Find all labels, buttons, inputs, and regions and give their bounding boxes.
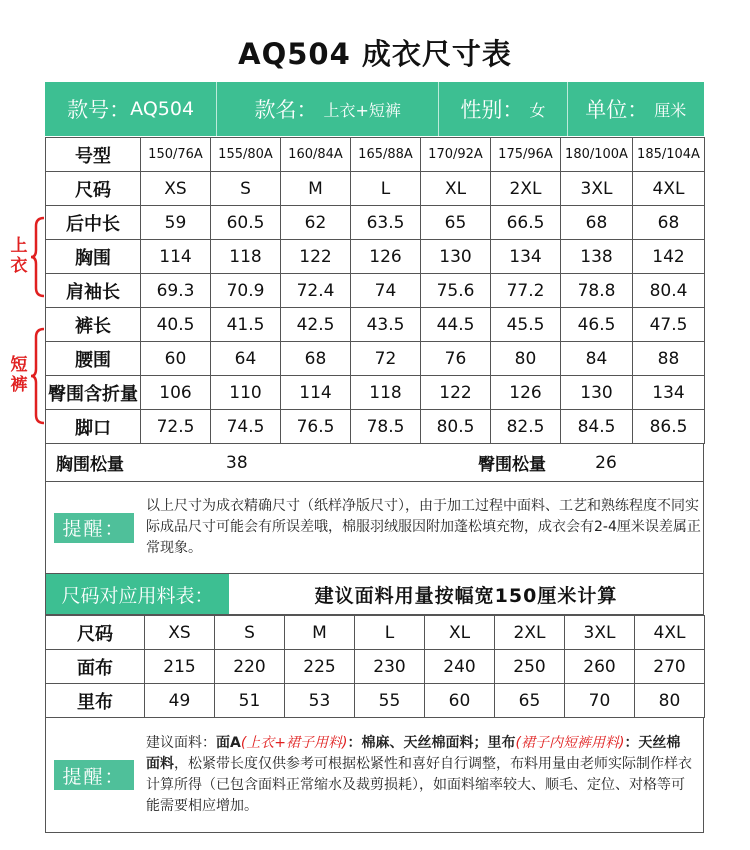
table-cell: 70 — [565, 684, 635, 718]
table-cell: 66.5 — [491, 206, 561, 240]
chest-ease-value: 38 — [226, 452, 248, 473]
table-cell: 215 — [145, 650, 215, 684]
row-label: 尺码 — [46, 616, 145, 650]
table-cell: 4XL — [635, 616, 705, 650]
table-cell: 225 — [285, 650, 355, 684]
table-cell: 126 — [351, 240, 421, 274]
table-cell: 80.4 — [633, 274, 705, 308]
fabric-calc-note: 建议面料用量按幅宽150厘米计算 — [314, 584, 618, 607]
row-label: 肩袖长 — [46, 274, 141, 308]
table-cell: 130 — [561, 376, 633, 410]
gender-value: 女 — [529, 100, 546, 120]
reminder-text-1: 以上尺寸为成衣精确尺寸（纸样净版尺寸），由于加工过程中面料、工艺和熟练程度不同实际成品尺寸可能会有所误差哦，棉服羽绒服因附加蓬松填充物，成衣会有2-4厘米误差属正常现象。 — [146, 498, 701, 556]
table-cell: L — [351, 172, 421, 206]
table-cell: 240 — [425, 650, 495, 684]
table-cell: 60 — [141, 342, 211, 376]
table-cell: 134 — [491, 240, 561, 274]
table-cell: 150/76A — [141, 138, 211, 172]
table-cell: 43.5 — [351, 308, 421, 342]
table-cell: 3XL — [561, 172, 633, 206]
table-cell: 118 — [211, 240, 281, 274]
hip-ease-value: 26 — [595, 452, 617, 473]
style-no-value: AQ504 — [130, 98, 195, 120]
reminder-text-2 — [146, 733, 692, 817]
table-cell: 64 — [211, 342, 281, 376]
table-cell: 78.5 — [351, 410, 421, 444]
table-cell: 138 — [561, 240, 633, 274]
table-cell: 74 — [351, 274, 421, 308]
table-cell: 250 — [495, 650, 565, 684]
table-cell: 44.5 — [421, 308, 491, 342]
fabric-table-row — [46, 650, 705, 684]
table-cell: 122 — [421, 376, 491, 410]
table-cell: 72 — [351, 342, 421, 376]
table-cell: S — [211, 172, 281, 206]
row-label: 裤长 — [46, 308, 141, 342]
size-table-row — [46, 308, 705, 342]
table-cell: S — [215, 616, 285, 650]
table-cell: 170/92A — [421, 138, 491, 172]
name-label: 款名： — [254, 98, 318, 122]
table-cell: 84 — [561, 342, 633, 376]
table-cell: 106 — [141, 376, 211, 410]
table-cell: 3XL — [565, 616, 635, 650]
table-cell: 4XL — [633, 172, 705, 206]
table-cell: 47.5 — [633, 308, 705, 342]
table-cell: 55 — [355, 684, 425, 718]
table-cell: 114 — [141, 240, 211, 274]
table-cell: 59 — [141, 206, 211, 240]
info-header — [45, 82, 704, 137]
fabric-section-title: 尺码对应用料表： — [46, 574, 229, 614]
name-value: 上衣+短裤 — [323, 100, 401, 120]
table-cell: 185/104A — [633, 138, 705, 172]
note2-part-3: (上衣+裙子用料) — [240, 735, 348, 751]
note2-part-7: ，松紧带长度仅供参考可根据松紧性和喜好自行调整，布料用量由老师实际制作样衣计算所得（已包含面料正常缩水及裁剪损耗），如面料缩率较大、顺毛、定位、对格等可能需要相应增加。 — [146, 756, 692, 814]
page-title: AQ504 成衣尺寸表 — [238, 37, 512, 71]
table-cell: M — [285, 616, 355, 650]
row-label: 尺码 — [46, 172, 141, 206]
hip-ease-label: 臀围松量 — [478, 455, 546, 475]
table-cell: 122 — [281, 240, 351, 274]
size-table-row — [46, 342, 705, 376]
table-cell: 72.4 — [281, 274, 351, 308]
table-cell: 118 — [351, 376, 421, 410]
unit-cell — [568, 82, 704, 136]
table-cell: 110 — [211, 376, 281, 410]
table-cell: 76 — [421, 342, 491, 376]
table-cell: 142 — [633, 240, 705, 274]
table-cell: 130 — [421, 240, 491, 274]
gender-cell — [439, 82, 567, 136]
row-label: 面布 — [46, 650, 145, 684]
size-chart — [45, 82, 704, 833]
size-table-row — [46, 410, 705, 444]
name-cell — [217, 82, 439, 136]
table-cell: 69.3 — [141, 274, 211, 308]
table-cell: 80 — [635, 684, 705, 718]
table-cell: 155/80A — [211, 138, 281, 172]
table-cell: 65 — [495, 684, 565, 718]
table-cell: 88 — [633, 342, 705, 376]
row-label: 里布 — [46, 684, 145, 718]
table-cell: XL — [421, 172, 491, 206]
table-cell: 60 — [425, 684, 495, 718]
size-table-row — [46, 172, 705, 206]
table-cell: 60.5 — [211, 206, 281, 240]
table-cell: 68 — [281, 342, 351, 376]
style-no-label: 款号： — [67, 98, 131, 122]
row-label: 号型 — [46, 138, 141, 172]
table-cell: XS — [141, 172, 211, 206]
table-cell: 260 — [565, 650, 635, 684]
size-table-row — [46, 274, 705, 308]
table-cell: 77.2 — [491, 274, 561, 308]
row-label: 腰围 — [46, 342, 141, 376]
table-cell: XS — [145, 616, 215, 650]
table-cell: 80 — [491, 342, 561, 376]
size-table-row — [46, 240, 705, 274]
reminder-box-2 — [45, 718, 704, 833]
table-cell: 49 — [145, 684, 215, 718]
style-no-cell — [45, 82, 217, 136]
table-cell: 62 — [281, 206, 351, 240]
table-cell: 165/88A — [351, 138, 421, 172]
table-cell: 84.5 — [561, 410, 633, 444]
row-label: 后中长 — [46, 206, 141, 240]
note2-part-1: 建议面料： — [146, 735, 216, 751]
table-cell: 230 — [355, 650, 425, 684]
row-label: 胸围 — [46, 240, 141, 274]
table-cell: 160/84A — [281, 138, 351, 172]
table-cell: 220 — [215, 650, 285, 684]
gender-label: 性别： — [460, 98, 524, 122]
note2-part-2: 面A — [216, 735, 241, 751]
brace-bottom — [30, 327, 46, 425]
table-cell: 63.5 — [351, 206, 421, 240]
table-cell: 74.5 — [211, 410, 281, 444]
table-cell: 40.5 — [141, 308, 211, 342]
note2-part-5: (裙子内短裤用料) — [515, 735, 625, 751]
unit-value: 厘米 — [654, 100, 687, 120]
table-cell: 72.5 — [141, 410, 211, 444]
size-table-row — [46, 376, 705, 410]
row-label: 臀围含折量 — [46, 376, 141, 410]
side-label-top: 上衣 — [10, 236, 28, 276]
table-cell: 65 — [421, 206, 491, 240]
table-cell: 78.8 — [561, 274, 633, 308]
table-cell: 51 — [215, 684, 285, 718]
table-cell: 70.9 — [211, 274, 281, 308]
fabric-table-row — [46, 684, 705, 718]
table-cell: 134 — [633, 376, 705, 410]
table-cell: 41.5 — [211, 308, 281, 342]
table-cell: 76.5 — [281, 410, 351, 444]
table-cell: 2XL — [495, 616, 565, 650]
note2-part-6: ：天丝棉面料 — [146, 735, 681, 772]
fabric-table-row — [46, 616, 705, 650]
size-table-row — [46, 138, 705, 172]
fabric-table — [45, 615, 705, 718]
table-cell: XL — [425, 616, 495, 650]
note2-part-4: ：棉麻、天丝棉面料；里布 — [347, 735, 516, 751]
fabric-section-header — [45, 574, 704, 615]
table-cell: 46.5 — [561, 308, 633, 342]
table-cell: 114 — [281, 376, 351, 410]
row-label: 脚口 — [46, 410, 141, 444]
table-cell: 270 — [635, 650, 705, 684]
side-label-bottom: 短裤 — [10, 355, 28, 395]
table-cell: 82.5 — [491, 410, 561, 444]
table-cell: 42.5 — [281, 308, 351, 342]
reminder-label-1: 提醒： — [54, 513, 134, 543]
table-cell: 180/100A — [561, 138, 633, 172]
ease-row — [45, 444, 704, 482]
table-cell: 45.5 — [491, 308, 561, 342]
table-cell: 175/96A — [491, 138, 561, 172]
table-cell: 68 — [633, 206, 705, 240]
table-cell: 53 — [285, 684, 355, 718]
size-table — [45, 137, 705, 444]
table-cell: L — [355, 616, 425, 650]
size-table-row — [46, 206, 705, 240]
table-cell: 75.6 — [421, 274, 491, 308]
table-cell: M — [281, 172, 351, 206]
table-cell: 80.5 — [421, 410, 491, 444]
table-cell: 86.5 — [633, 410, 705, 444]
table-cell: 2XL — [491, 172, 561, 206]
table-cell: 68 — [561, 206, 633, 240]
reminder-label-2: 提醒： — [54, 760, 134, 790]
table-cell: 126 — [491, 376, 561, 410]
chest-ease-label: 胸围松量 — [56, 455, 124, 475]
unit-label: 单位： — [585, 98, 649, 122]
brace-top — [30, 216, 46, 298]
reminder-box-1 — [45, 482, 704, 574]
